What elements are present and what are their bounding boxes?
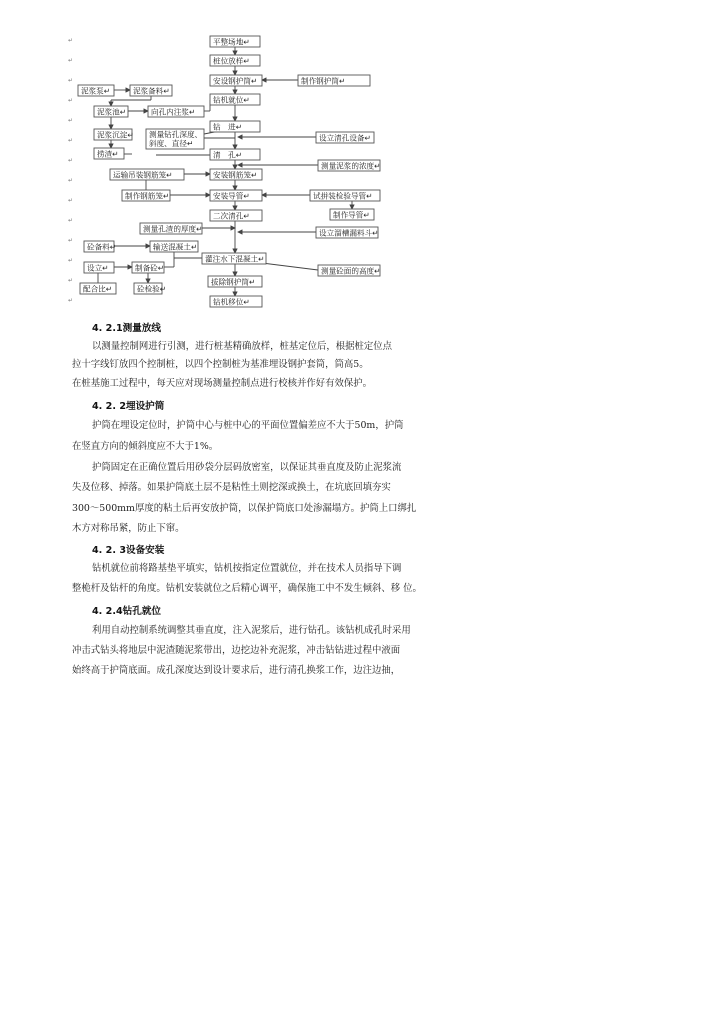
- svg-text:设立清孔设备↵: 设立清孔设备↵: [319, 133, 371, 143]
- flow-node-clean-hole: [210, 149, 260, 160]
- svg-text:向孔内注浆↵: 向孔内注浆↵: [151, 107, 196, 117]
- svg-text:泥浆备料↵: 泥浆备料↵: [133, 86, 170, 96]
- flow-node-transport-cage: [110, 169, 184, 180]
- paragraph-line: 木方对称吊紧，防止下窜。: [72, 523, 185, 534]
- flow-node-make-cage: [122, 190, 170, 201]
- svg-text:泥浆池↵: 泥浆池↵: [97, 107, 127, 117]
- flow-node-measure-slurry-density: [318, 160, 381, 171]
- svg-text:测量泥浆的浓度↵: 测量泥浆的浓度↵: [321, 161, 381, 171]
- flow-node-test-pipe: [310, 190, 380, 201]
- svg-text:试拼装检验导管↵: 试拼装检验导管↵: [313, 191, 373, 201]
- flow-node-sediment-pool: [94, 129, 134, 140]
- section-heading: 4. 2.4钻孔就位: [92, 606, 162, 617]
- flow-node-transport-concrete: [150, 241, 198, 252]
- paragraph-mark: ↵: [68, 217, 74, 224]
- flow-node-setup: [84, 262, 114, 273]
- paragraph-line: 钻机就位前将路基垫平填实，钻机按指定位置就位，并在技术人员指导下调: [92, 563, 402, 574]
- svg-text:制作钢筋笼↵: 制作钢筋笼↵: [125, 191, 170, 201]
- paragraph-mark: ↵: [68, 77, 74, 84]
- svg-text:设立↵: 设立↵: [87, 263, 109, 273]
- svg-text:输送混凝土↵: 输送混凝土↵: [153, 242, 198, 252]
- svg-text:平整场地↵: 平整场地↵: [213, 37, 250, 47]
- flow-node-rig-position: [210, 94, 260, 105]
- svg-text:捞渣↵: 捞渣↵: [97, 149, 119, 159]
- paragraph-mark: ↵: [68, 97, 74, 104]
- paragraph-line: 整桅杆及钻杆的角度。钻机安装就位之后精心调平，确保施工中不发生倾斜、移 位。: [72, 583, 422, 594]
- svg-text:砼检验↵: 砼检验↵: [137, 284, 167, 294]
- flow-node-concrete-test: [134, 283, 166, 294]
- svg-text:制作钢护筒↵: 制作钢护筒↵: [301, 76, 346, 86]
- flow-node-setup-chute: [316, 227, 379, 238]
- paragraph-mark: ↵: [68, 257, 74, 264]
- svg-text:钻机就位↵: 钻机就位↵: [213, 95, 250, 105]
- svg-text:泥浆泵↵: 泥浆泵↵: [81, 86, 111, 96]
- svg-text:斜度、直径↵: 斜度、直径↵: [149, 139, 194, 148]
- svg-text:测量钻孔深度、: 测量钻孔深度、: [149, 130, 203, 139]
- svg-text:清 孔↵: 清 孔↵: [213, 150, 243, 160]
- flow-node-remove-casing: [208, 276, 262, 287]
- section-heading: 4. 2. 3设备安装: [92, 545, 165, 556]
- bored-pile-process-flowchart: [66, 30, 396, 312]
- flow-node-slurry-prep: [130, 85, 172, 96]
- flow-node-inject-slurry: [148, 106, 204, 117]
- svg-text:二次清孔↵: 二次清孔↵: [213, 211, 250, 221]
- svg-text:灌注水下混凝土↵: 灌注水下混凝土↵: [205, 254, 265, 264]
- paragraph-line: 利用自动控制系统调整其垂直度，注入泥浆后，进行钻孔。该钻机成孔时采用: [92, 625, 411, 636]
- svg-text:砼备料↵: 砼备料↵: [87, 242, 117, 252]
- svg-text:钻机移位↵: 钻机移位↵: [213, 297, 250, 307]
- flow-node-dredge: [94, 148, 124, 159]
- flow-node-prepare-concrete: [132, 262, 164, 273]
- flow-node-install-cage: [210, 169, 262, 180]
- svg-text:安装导管↵: 安装导管↵: [213, 191, 250, 201]
- svg-text:配合比↵: 配合比↵: [83, 284, 113, 294]
- flow-node-slurry-pool: [94, 106, 128, 117]
- flow-node-pour-underwater: [202, 253, 266, 264]
- paragraph-line: 冲击式钻头将地层中泥渣随泥浆带出，边挖边补充泥浆，冲击钻钻进过程中液面: [72, 645, 401, 656]
- paragraph-line: 护筒固定在正确位置后用砂袋分层码放密室，以保证其垂直度及防止泥浆流: [92, 462, 402, 473]
- svg-text:制作导管↵: 制作导管↵: [333, 210, 370, 220]
- flow-node-measure-concrete-height: [318, 265, 381, 276]
- paragraph-mark: ↵: [68, 297, 74, 304]
- svg-text:钻 进↵: 钻 进↵: [213, 122, 243, 132]
- paragraph-mark: ↵: [68, 177, 74, 184]
- flow-node-measure-hole: [146, 129, 204, 149]
- flow-node-slurry-pump: [78, 85, 114, 96]
- svg-text:泥浆沉淀↵: 泥浆沉淀↵: [97, 130, 134, 140]
- paragraph-line: 拉十字线钉放四个控制桩，以四个控制桩为基准埋设钢护套筒，筒高5。: [72, 359, 369, 370]
- flow-node-make-casing: [298, 75, 370, 86]
- svg-text:桩位放样↵: 桩位放样↵: [213, 56, 250, 66]
- paragraph-line: 在桩基施工过程中，每天应对现场测量控制点进行校核并作好有效保护。: [72, 378, 373, 389]
- paragraph-mark: ↵: [68, 277, 74, 284]
- paragraph-line: 始终高于护筒底面。成孔深度达到设计要求后，进行清孔换浆工作，边注边抽，: [72, 665, 401, 676]
- svg-text:安设钢护筒↵: 安设钢护筒↵: [213, 76, 258, 86]
- flow-node-setup-clean-equipment: [316, 132, 374, 143]
- svg-text:设立溜槽漏料斗↵: 设立溜槽漏料斗↵: [319, 228, 379, 238]
- svg-text:制备砼↵: 制备砼↵: [135, 263, 165, 273]
- paragraph-line: 以测量控制网进行引测，进行桩基精确放样，桩基定位后，根据桩定位点: [92, 341, 393, 352]
- svg-text:测量孔渣的厚度↵: 测量孔渣的厚度↵: [143, 224, 203, 234]
- paragraph-mark: ↵: [68, 197, 74, 204]
- paragraph-line: 300～500mm厚度的粘土后再安放护筒，以保护筒底口处渗漏塌方。护筒上口绑扎: [72, 503, 417, 514]
- flow-node-install-casing: [210, 75, 262, 86]
- flow-node-move-rig: [210, 296, 262, 307]
- paragraph-mark: ↵: [68, 117, 74, 124]
- svg-text:测量砼面的高度↵: 测量砼面的高度↵: [321, 266, 381, 276]
- section-heading: 4. 2.1测量放线: [92, 323, 162, 334]
- paragraph-line: 护筒在埋设定位时，护筒中心与桩中心的平面位置偏差应不大于50m，护筒: [92, 420, 404, 431]
- paragraph-mark: ↵: [68, 57, 74, 64]
- paragraph-mark: ↵: [68, 137, 74, 144]
- flow-node-make-pipe: [330, 209, 374, 220]
- section-heading: 4. 2. 2埋设护筒: [92, 401, 165, 412]
- flow-node-survey-layout: [210, 55, 260, 66]
- paragraph-mark: ↵: [68, 237, 74, 244]
- svg-text:运输吊装钢筋笼↵: 运输吊装钢筋笼↵: [113, 170, 173, 180]
- svg-text:安装钢筋笼↵: 安装钢筋笼↵: [213, 170, 258, 180]
- flow-node-mix-ratio: [80, 283, 116, 294]
- paragraph-mark: ↵: [68, 37, 74, 44]
- flow-node-drill: [210, 121, 260, 132]
- flow-node-install-pipe: [210, 190, 262, 201]
- svg-text:拔除钢护筒↵: 拔除钢护筒↵: [211, 277, 256, 287]
- flow-node-concrete-material: [84, 241, 116, 252]
- paragraph-line: 失及位移、掉落。如果护筒底土层不是粘性土则挖深或换土，在坑底回填夯实: [72, 482, 391, 493]
- flow-node-second-clean: [210, 210, 262, 221]
- paragraph-line: 在竖直方向的倾斜度应不大于1%。: [72, 441, 219, 452]
- flow-node-measure-sediment: [140, 223, 203, 234]
- paragraph-mark: ↵: [68, 157, 74, 164]
- flow-node-level-site: [210, 36, 260, 47]
